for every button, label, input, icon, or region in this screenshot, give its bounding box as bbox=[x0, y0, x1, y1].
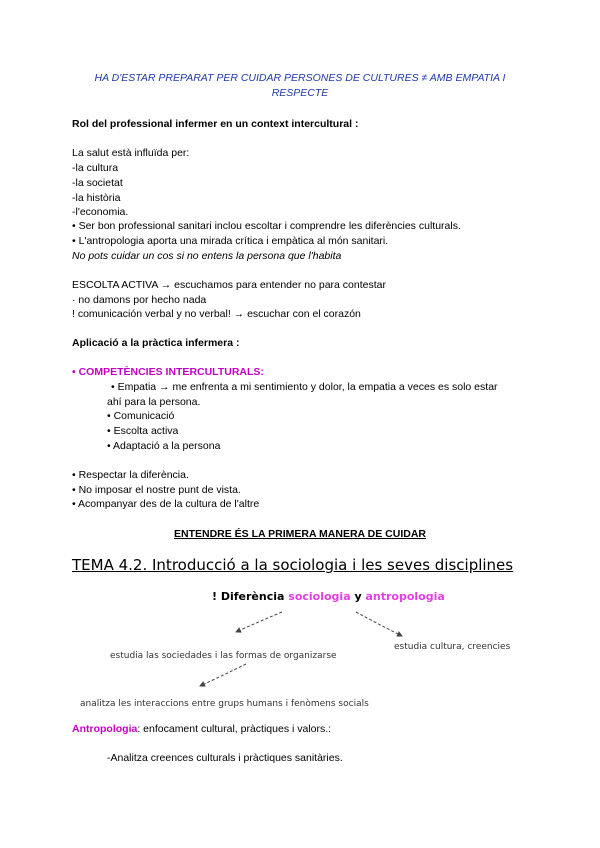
empatia-line-2: ahí para la persona. bbox=[107, 396, 201, 408]
respect-item: • Respectar la diferència. bbox=[72, 469, 189, 481]
antropologia-detail: -Analitza creences culturals i pràctiques sanitàries. bbox=[107, 752, 343, 764]
list-item: -la cultura bbox=[72, 162, 119, 174]
header-line-1: HA D'ESTAR PREPARAT PER CUIDAR PERSONES DE CULTURES ≠ AMB EMPATIA I bbox=[94, 72, 506, 84]
italic-note: No pots cuidar un cos si no entens la persona que l'habita bbox=[72, 250, 342, 262]
respect-item: • Acompanyar des de la cultura de l'altre bbox=[72, 498, 260, 510]
antropologia-term: Antropologia bbox=[72, 723, 138, 735]
list-item: -l'economia. bbox=[72, 206, 129, 218]
diagram-sociologia: sociologia bbox=[288, 590, 351, 603]
intro-text: La salut està influïda per: bbox=[72, 147, 190, 159]
empatia-line-1: • Empatia → me enfrenta a mi sentimiento y dolor, la empatia a veces es solo estar bbox=[111, 381, 498, 393]
competencies-label: • COMPETÈNCIES INTERCULTURALS: bbox=[72, 366, 264, 378]
header-line-2: RESPECTE bbox=[271, 87, 329, 99]
antropologia-definition bbox=[72, 723, 331, 735]
diagram-antropologia: antropologia bbox=[365, 590, 445, 603]
diagram-prefix: ! Diferència bbox=[212, 590, 289, 603]
diagram-connector: y bbox=[350, 590, 366, 603]
escolta-line-1: ESCOLTA ACTIVA → escuchamos para entender no para contestar bbox=[72, 279, 386, 291]
section-heading-aplicacio: Aplicació a la pràctica infermera : bbox=[72, 337, 240, 349]
bullet-antropologia: • L'antropologia aporta una mirada crítica i empàtica al món sanitari. bbox=[72, 235, 389, 247]
bullet-professional: • Ser bon professional sanitari inclou escoltar i comprendre les diferències culturals. bbox=[72, 220, 461, 232]
diagram-sub-branch: analitza les interaccions entre grups humans i fenòmens socials bbox=[80, 699, 369, 709]
escolta-line-3: ! comunicación verbal y no verbal! → escuchar con el corazón bbox=[72, 308, 361, 320]
arrow-to-sociologia bbox=[236, 612, 282, 632]
escolta-line-2: · no damons por hecho nada bbox=[72, 294, 207, 306]
list-item: -la societat bbox=[72, 177, 123, 189]
diagram-left-branch: estudia las sociedades i las formas de organizarse bbox=[110, 651, 337, 661]
arrow-to-antropologia bbox=[356, 612, 402, 636]
respect-item: • No imposar el nostre punt de vista. bbox=[72, 484, 241, 496]
tema-title: TEMA 4.2. Introducció a la sociologia i les seves disciplines bbox=[72, 556, 514, 574]
escolta-activa-item: • Escolta activa bbox=[107, 425, 179, 437]
comunicacio-item: • Comunicació bbox=[107, 410, 175, 422]
adaptacio-item: • Adaptació a la persona bbox=[107, 440, 221, 452]
diagram-right-branch: estudia cultura, creencies bbox=[394, 642, 511, 652]
arrow-to-interaccions bbox=[200, 664, 246, 686]
antropologia-definition-text: : enfocament cultural, pràctiques i valors.: bbox=[137, 723, 332, 735]
list-item: -la història bbox=[72, 192, 121, 204]
motto: ENTENDRE ÉS LA PRIMERA MANERA DE CUIDAR bbox=[173, 528, 426, 540]
section-heading-rol: Rol del professional infermer en un context intercultural : bbox=[72, 118, 359, 130]
